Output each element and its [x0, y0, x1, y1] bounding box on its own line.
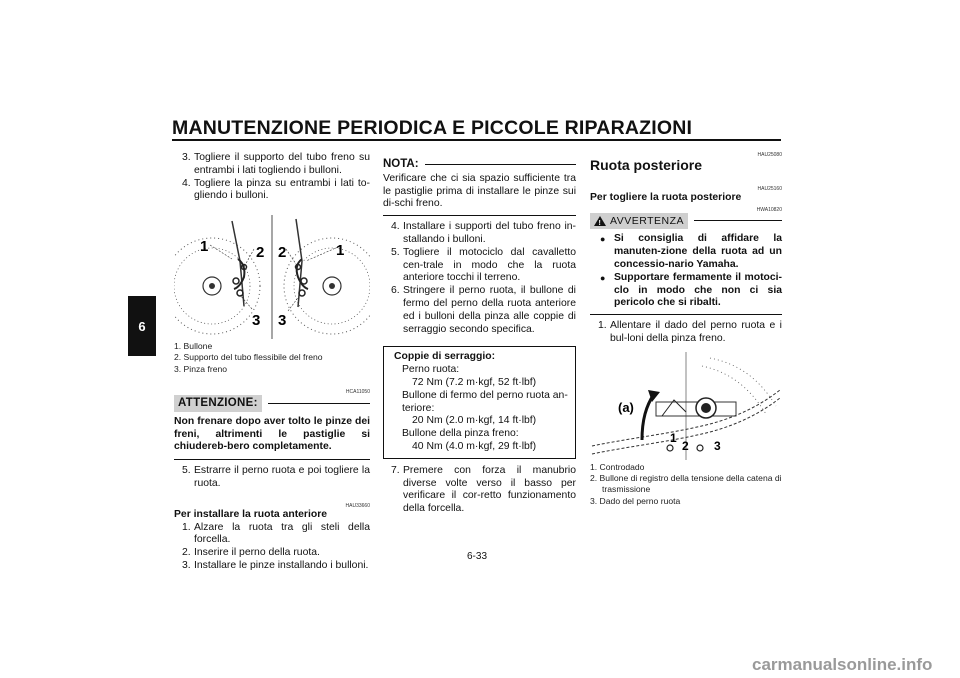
warning-rule: [590, 314, 782, 315]
column-2: [383, 152, 576, 516]
warning-triangle-icon: !: [594, 216, 606, 226]
column-1: [174, 152, 370, 573]
section-title: Ruota posteriore: [590, 157, 703, 173]
note-text: Verificare che ci sia spazio sufficiente tra le pastiglie prima di installare le pinze sui di-schi freno.: [383, 172, 576, 210]
caption-item: 2. Supporto del tubo flessibile del freno: [174, 352, 323, 363]
section-code: HAU25080: [757, 152, 782, 158]
caution-code: HCA11050: [345, 389, 370, 396]
step-7b: 7. Premere con forza il manubrio diverse volte verso il basso per verificare il cor-retto funzionamento della forcella.: [391, 464, 576, 515]
sub-heading: Per togliere la ruota posteriore: [590, 191, 742, 203]
callout-1-left: 1: [200, 238, 209, 256]
caution-rule: [174, 459, 370, 460]
warning-label: AVVERTENZA: [610, 214, 685, 227]
install-step-3: 3. Installare le pinze installando i bulloni.: [182, 560, 369, 572]
step-5: 5. Estrarre il perno ruota e poi togliere la ruota.: [182, 465, 370, 490]
step-6b: 6. Stringere il perno ruota, il bullone di fermo del perno della ruota anteriore ed i bulloni della pinza alle coppie di serraggio secondo specifica.: [391, 285, 576, 335]
caption-item: 3. Dado del perno ruota: [590, 495, 681, 506]
install-code: HAU33660: [345, 502, 370, 509]
warning-bullet: ● Supportare fermamente il motoci-clo in modo che non ci sia pericolo che si ribalti.: [600, 271, 782, 309]
torque-spec-box: [383, 346, 576, 458]
caption-item: 2. Bullone di registro della tensione della catena di trasmissione: [590, 473, 782, 495]
callout-1-right: 1: [336, 242, 345, 260]
install-step-1: 1. Alzare la ruota tra gli steli della forcella.: [182, 521, 370, 546]
torque-item: Perno ruota: 72 Nm (7.2 m·kgf, 52 ft·lbf) Bullone di fermo del perno ruota an-teriore: 20 Nm (2.0 m·kgf, 14 ft·lbf) Bullone della pinza freno: 40 Nm (4.0 m·kgf, 29 ft·lbf): [402, 364, 568, 452]
figure-1-captions: [174, 341, 370, 375]
step-4: 4. Togliere la pinza su entrambi i lati to-gliendo i bulloni.: [182, 177, 370, 202]
callout-a: (a): [618, 399, 634, 415]
column-3: [590, 152, 782, 507]
bullet-icon: ●: [600, 234, 606, 245]
caption-item: 1. Bullone: [174, 341, 213, 352]
footer-watermark[interactable]: carmanualsonline.info: [752, 655, 933, 674]
install-heading: Per installare la ruota anteriore: [174, 508, 328, 520]
front-brake-figure: [174, 211, 370, 339]
caption-item: 3. Pinza freno: [174, 363, 228, 374]
note-label: NOTA:: [383, 158, 419, 170]
warning-label-box: [590, 213, 688, 230]
caution-text: Non frenare dopo aver tolto le pinze dei freni, altrimenti le pastiglie si chiudereb-bero completamente.: [174, 415, 370, 453]
rear-wheel-figure: [590, 350, 782, 462]
step-4b: 4. Installare i supporti del tubo freno in-stallando i bulloni.: [391, 221, 576, 245]
callout-3: 3: [714, 438, 721, 453]
step-5b: 5. Togliere il motociclo dal cavalletto cen-trale in modo che la ruota anteriore tocchi il terreno.: [391, 246, 576, 284]
callout-1: 1: [670, 430, 677, 445]
callout-3-left: 3: [252, 312, 261, 330]
note-rule: [383, 215, 576, 216]
note-header: [383, 158, 576, 171]
warning-code: HWA10820: [756, 206, 782, 213]
page-number: 6-33: [467, 551, 488, 562]
chapter-tab: 6: [128, 296, 156, 356]
install-step-2: 2. Inserire il perno della ruota.: [182, 547, 320, 559]
callout-2-left: 2: [256, 244, 265, 262]
warning-bullet: ● Si consiglia di affidare la manuten-zione della ruota ad un concessio-nario Yamaha.: [600, 233, 782, 270]
step-3: 3. Togliere il supporto del tubo freno su entrambi i lati togliendo i bulloni.: [182, 152, 370, 176]
header-rule: [172, 139, 781, 141]
callout-3-right: 3: [278, 312, 287, 330]
page-title: MANUTENZIONE PERIODICA E PICCOLE RIPARAZIONI: [172, 117, 693, 139]
bullet-icon: ●: [600, 272, 606, 283]
torque-title: Coppie di serraggio:: [394, 351, 496, 363]
caution-label: ATTENZIONE:: [174, 395, 262, 412]
callout-2-right: 2: [278, 244, 287, 262]
callout-2: 2: [682, 438, 689, 453]
caption-item: 1. Controdado: [590, 461, 645, 472]
figure-2-captions: [590, 462, 782, 507]
caution-header: [174, 395, 370, 412]
warning-header: [590, 213, 782, 230]
sub-code: HAU25160: [757, 185, 782, 192]
step-1c: 1. Allentare il dado del perno ruota e i bul-loni della pinza freno.: [598, 320, 782, 344]
